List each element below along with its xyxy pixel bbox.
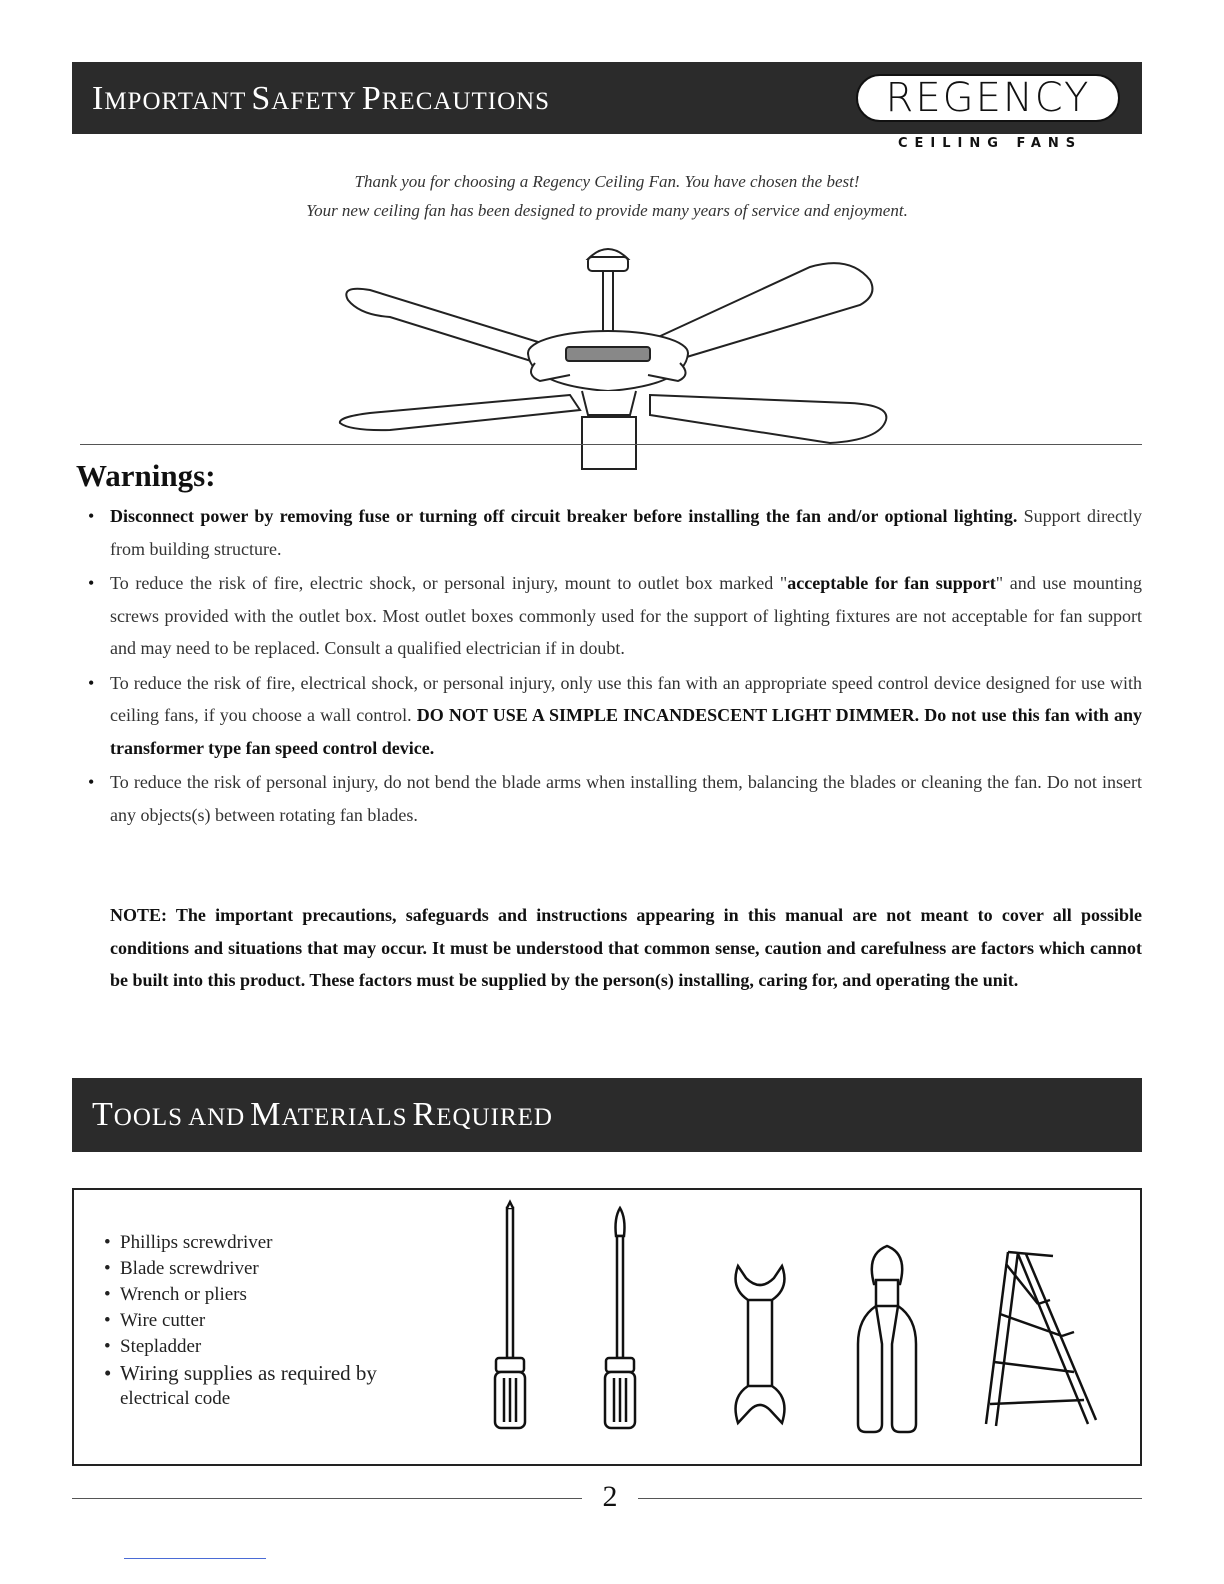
regency-logo bbox=[856, 74, 1120, 122]
tool-item: • Wrench or pliers bbox=[104, 1282, 377, 1308]
tools-header-title: TOOLS AND MATERIALS REQUIRED bbox=[92, 1096, 553, 1133]
logo-subtitle: CEILING FANS bbox=[898, 136, 1083, 151]
logo-text: REGENCY bbox=[885, 75, 1091, 121]
warnings-heading: Warnings: bbox=[76, 458, 216, 493]
warning-item: • Disconnect power by removing fuse or turning off circuit breaker before installing the fan and/or optional lighting. Support directly from building structure. bbox=[88, 500, 1142, 565]
section-divider bbox=[80, 444, 1142, 445]
blade-screwdriver-icon bbox=[600, 1208, 640, 1428]
tools-header-banner bbox=[72, 1078, 1142, 1152]
tool-item: • Wire cutter bbox=[104, 1308, 377, 1334]
tool-item-continuation: electrical code bbox=[120, 1388, 231, 1409]
warning-item: • To reduce the risk of personal injury, do not bend the blade arms when installing them, balancing the blades or cleaning the fan. Do not insert any objects(s) between rotating fan blades. bbox=[88, 766, 1142, 831]
safety-header-title: IMPORTANT SAFETY PRECAUTIONS bbox=[92, 80, 551, 117]
footer-accent-line bbox=[124, 1558, 266, 1559]
tool-item: • Wiring supplies as required by bbox=[104, 1360, 377, 1386]
wire-cutter-icon bbox=[852, 1244, 922, 1434]
tool-item: • Stepladder bbox=[104, 1334, 377, 1360]
intro-line-1: Thank you for choosing a Regency Ceiling Fan. You have chosen the best! bbox=[354, 172, 860, 191]
note-paragraph: NOTE: The important precautions, safeguards and instructions appearing in this manual are not meant to cover all possible conditions and situations that may occur. It must be understood that common sense, caution and carefulness are factors which cannot be built into this product. These factors must be supplied by the person(s) installing, caring for, and operating the unit. bbox=[110, 905, 1142, 990]
footer-rule-left bbox=[72, 1498, 582, 1499]
warning-item: • To reduce the risk of fire, electrical shock, or personal injury, only use this fan with an appropriate speed control device designed for use with ceiling fans, if you choose a wall control. DO NOT USE A SIMPLE INCANDESCENT LIGHT DIMMER. Do not use this fan with any transformer type fan speed control device. bbox=[88, 667, 1142, 765]
ceiling-fan-illustration bbox=[330, 235, 930, 475]
tool-item: • Blade screwdriver bbox=[104, 1256, 377, 1282]
footer-rule-right bbox=[638, 1498, 1142, 1499]
wrench-icon bbox=[730, 1258, 790, 1428]
tools-list bbox=[104, 1230, 377, 1412]
warnings-list bbox=[88, 500, 1142, 833]
page-number: 2 bbox=[602, 1480, 618, 1513]
warning-item: • To reduce the risk of fire, electric shock, or personal injury, mount to outlet box marked "acceptable for fan support" and use mounting screws provided with the outlet box. Most outlet boxes commonly used for the support of lighting fixtures are not acceptable for fan support and may need to be replaced. Consult a qualified electrician if in doubt. bbox=[88, 567, 1142, 665]
tool-item: • Phillips screwdriver bbox=[104, 1230, 377, 1256]
safety-header-banner bbox=[72, 62, 1142, 134]
phillips-screwdriver-icon bbox=[490, 1208, 530, 1428]
intro-line-2: Your new ceiling fan has been designed to provide many years of service and enjoyment. bbox=[306, 201, 908, 220]
stepladder-icon bbox=[978, 1244, 1098, 1434]
